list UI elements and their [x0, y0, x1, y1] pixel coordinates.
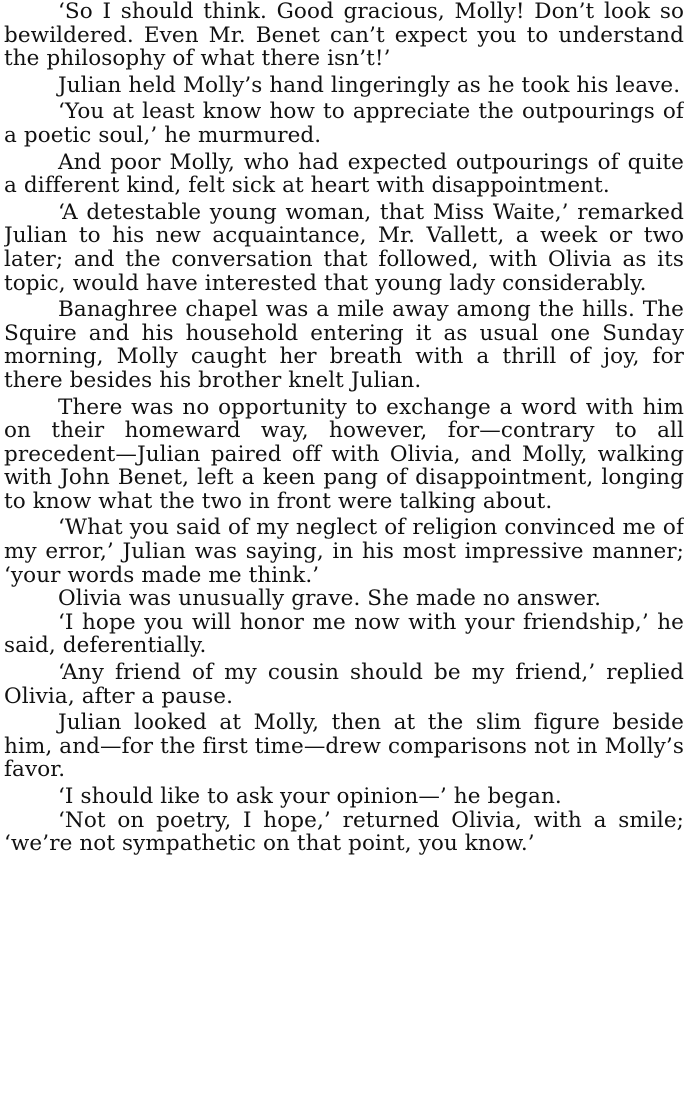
- paragraph: ‘So I should think. Good gracious, Molly! Don’t look so bewildered. Even Mr. Benet can’t expect you to understand the philosophy of what there isn’t!’: [4, 0, 684, 72]
- paragraph: ‘A detestable young woman, that Miss Waite,’ remarked Julian to his new acquaintance, Mr. Vallett, a week or two later; and the conversation that followed, with Olivia as its topic, would have interested that young lady considerably.: [4, 199, 684, 296]
- paragraph: Julian looked at Molly, then at the slim figure beside him, and—for the first time—drew comparisons not in Molly’s favor.: [4, 710, 684, 783]
- paragraph: Olivia was unusually grave. She made no answer.: [58, 586, 602, 612]
- paragraph: ‘What you said of my neglect of religion convinced me of my error,’ Julian was saying, in his most impressive manner; ‘your words made me think.’: [4, 515, 684, 588]
- paragraph: And poor Molly, who had expected outpourings of quite a different kind, felt sick at heart with disappointment.: [4, 149, 684, 199]
- paragraph: Banaghree chapel was a mile away among the hills. The Squire and his household entering it as usual one Sunday morning, Molly caught her breath with a thrill of joy, for there besides his brother knelt Julian.: [4, 297, 684, 393]
- paragraph: Julian held Molly’s hand lingeringly as he took his leave.: [58, 72, 681, 98]
- paragraph: ‘Any friend of my cousin should be my friend,’ replied Olivia, after a pause.: [4, 660, 684, 709]
- paragraph: ‘I should like to ask your opinion—’ he began.: [58, 784, 562, 809]
- paragraph: ‘I hope you will honor me now with your friendship,’ he said, deferentially.: [4, 609, 684, 659]
- paragraph: ‘You at least know how to appreciate the outpourings of a poetic soul,’ he murmured.: [4, 99, 684, 148]
- book-page: [4, 0, 684, 1120]
- paragraph: ‘Not on poetry, I hope,’ returned Olivia, with a smile; ‘we’re not sympathetic on that point, you know.’: [4, 807, 684, 857]
- paragraph: There was no opportunity to exchange a word with him on their homeward way, however, for—contrary to all precedent—Julian paired off with Olivia, and Molly, walking with John Benet, left a keen pang of disappointment, longing to know what the two in front were talking about.: [4, 394, 684, 514]
